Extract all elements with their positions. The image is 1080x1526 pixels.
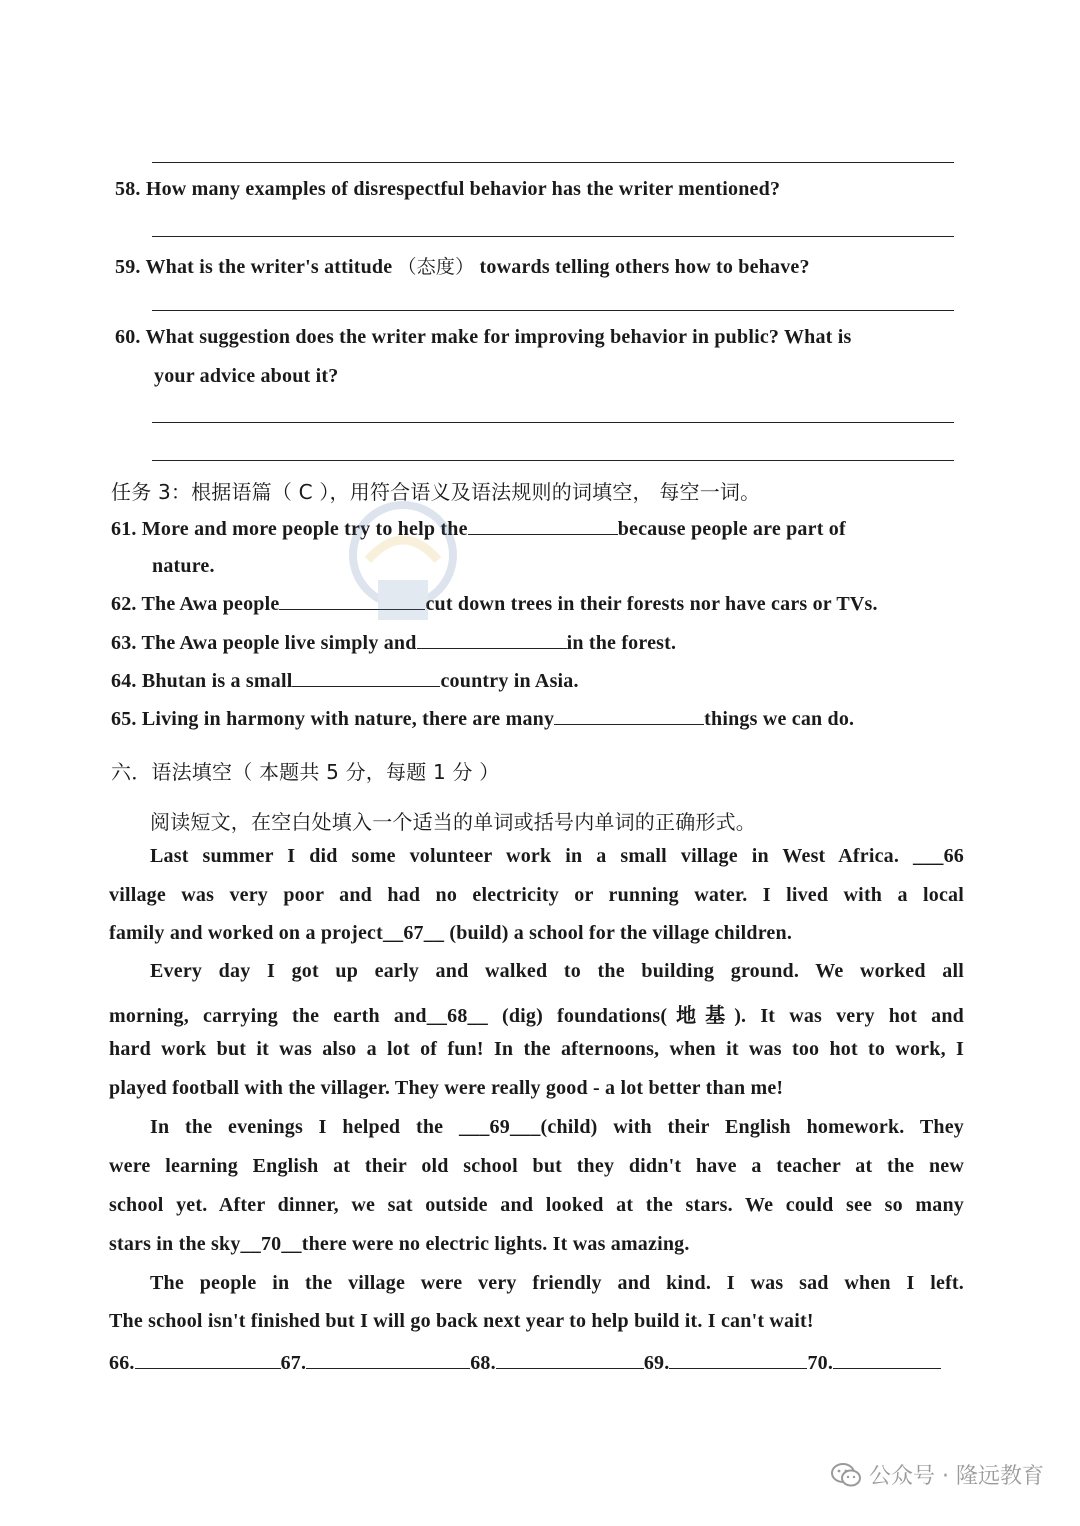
passage-p1-line2: village was very poor and had no electricity or running water. I lived with a local xyxy=(109,884,964,906)
question-58 xyxy=(115,178,780,201)
question-text: How many examples of disrespectful behavior has the writer mentioned? xyxy=(145,178,781,200)
question-text-part: things we can do. xyxy=(704,708,855,730)
question-text: your advice about it? xyxy=(154,365,339,387)
answer-label-68: 68. xyxy=(470,1352,496,1374)
section6-instruction: 阅读短文，在空白处填入一个适当的单词或括号内单词的正确形式。 xyxy=(150,810,756,834)
question-text-part: towards telling others how to behave? xyxy=(474,256,810,278)
question-59 xyxy=(115,252,810,279)
fill-blank-65[interactable] xyxy=(554,706,704,725)
footer-text: 公众号 · 隆远教育 xyxy=(869,1464,1044,1489)
question-text-part: The Awa people xyxy=(141,593,280,615)
passage-p2-line4: played football with the villager. They were really good - a lot better than me! xyxy=(109,1077,784,1099)
answer-line-58[interactable] xyxy=(152,236,954,237)
answer-label-67: 67. xyxy=(280,1352,307,1374)
question-text-part: Living in harmony with nature, there are many xyxy=(141,708,555,730)
fill-blank-61[interactable] xyxy=(468,516,618,535)
question-text-part: More and more people try to help the xyxy=(141,518,468,540)
answer-blank-70[interactable] xyxy=(833,1350,941,1369)
question-text-part: cut down trees in their forests nor have cars or TVs. xyxy=(425,593,878,615)
answer-label-69: 69. xyxy=(643,1352,670,1374)
answer-blank-67[interactable] xyxy=(306,1350,470,1369)
question-number: 64. xyxy=(111,670,137,692)
answer-blank-66[interactable] xyxy=(135,1350,281,1369)
passage-p1-line1: Last summer I did some volunteer work in a small village in West Africa. ___66 xyxy=(150,845,964,867)
task3-heading: 任务 3：根据语篇（ C ），用符合语义及语法规则的词填空， 每空一词。 xyxy=(111,480,761,504)
watermark-logo-icon xyxy=(348,500,458,630)
answer-blank-69[interactable] xyxy=(669,1350,807,1369)
question-63 xyxy=(111,630,676,655)
footer-account[interactable] xyxy=(831,1459,1044,1490)
question-number: 58. xyxy=(115,178,141,200)
passage-p2-line2: morning, carrying the earth and__68__ (dig) foundations(地基). It was very hot and xyxy=(109,1005,964,1027)
question-text: nature. xyxy=(152,555,215,577)
passage-p1-line3: family and worked on a project__67__ (build) a school for the village children. xyxy=(109,922,793,944)
passage-p3-line2: were learning English at their old school but they didn't have a teacher at the new xyxy=(109,1155,964,1177)
question-text-part: in the forest. xyxy=(566,632,677,654)
question-text-part: Bhutan is a small xyxy=(141,670,293,692)
question-text: What suggestion does the writer make for improving behavior in public? What is xyxy=(145,326,852,348)
question-number: 65. xyxy=(111,708,137,730)
wechat-icon xyxy=(831,1462,861,1488)
question-text-part: because people are part of xyxy=(617,518,846,540)
question-number: 63. xyxy=(111,632,137,654)
passage-p2-line3: hard work but it was also a lot of fun! In the afternoons, when it was too hot to work, I xyxy=(109,1038,964,1060)
question-60-line2 xyxy=(154,365,338,388)
answer-blank-68[interactable] xyxy=(496,1350,644,1369)
passage-p3-line1: In the evenings I helped the ___69___(child) with their English homework. They xyxy=(150,1116,964,1138)
question-number: 61. xyxy=(111,518,137,540)
passage-p3-line4: stars in the sky__70__there were no electric lights. It was amazing. xyxy=(109,1233,690,1255)
fill-blank-64[interactable] xyxy=(292,668,440,687)
answer-label-66: 66. xyxy=(109,1352,135,1374)
question-text-part: country in Asia. xyxy=(440,670,579,692)
section6-heading: 六．语法填空（ 本题共 5 分，每题 1 分 ） xyxy=(111,760,500,784)
question-61 xyxy=(111,516,846,541)
question-64 xyxy=(111,668,579,693)
question-61-line2 xyxy=(152,555,215,578)
question-65 xyxy=(111,706,854,731)
question-number: 59. xyxy=(115,256,141,278)
question-62 xyxy=(111,591,878,616)
question-number: 62. xyxy=(111,593,137,615)
question-number: 60. xyxy=(115,326,141,348)
passage-p4-line2: The school isn't finished but I will go back next year to help build it. I can't wait! xyxy=(109,1310,814,1332)
chinese-gloss: （态度） xyxy=(397,256,475,278)
answer-line-60b[interactable] xyxy=(152,460,954,461)
answer-line-59[interactable] xyxy=(152,310,954,311)
question-60-line1 xyxy=(115,326,851,349)
question-text-part: What is the writer's attitude xyxy=(145,256,398,278)
answer-line-60a[interactable] xyxy=(152,422,954,423)
passage-p4-line1: The people in the village were very friendly and kind. I was sad when I left. xyxy=(150,1272,964,1294)
question-text-part: The Awa people live simply and xyxy=(141,632,417,654)
answer-row xyxy=(109,1350,941,1375)
answer-label-70: 70. xyxy=(807,1352,834,1374)
passage-p3-line3: school yet. After dinner, we sat outside and looked at the stars. We could see so many xyxy=(109,1194,964,1216)
passage-p2-line1: Every day I got up early and walked to the building ground. We worked all xyxy=(150,960,964,982)
fill-blank-63[interactable] xyxy=(417,630,567,649)
answer-line-57[interactable] xyxy=(152,162,954,163)
